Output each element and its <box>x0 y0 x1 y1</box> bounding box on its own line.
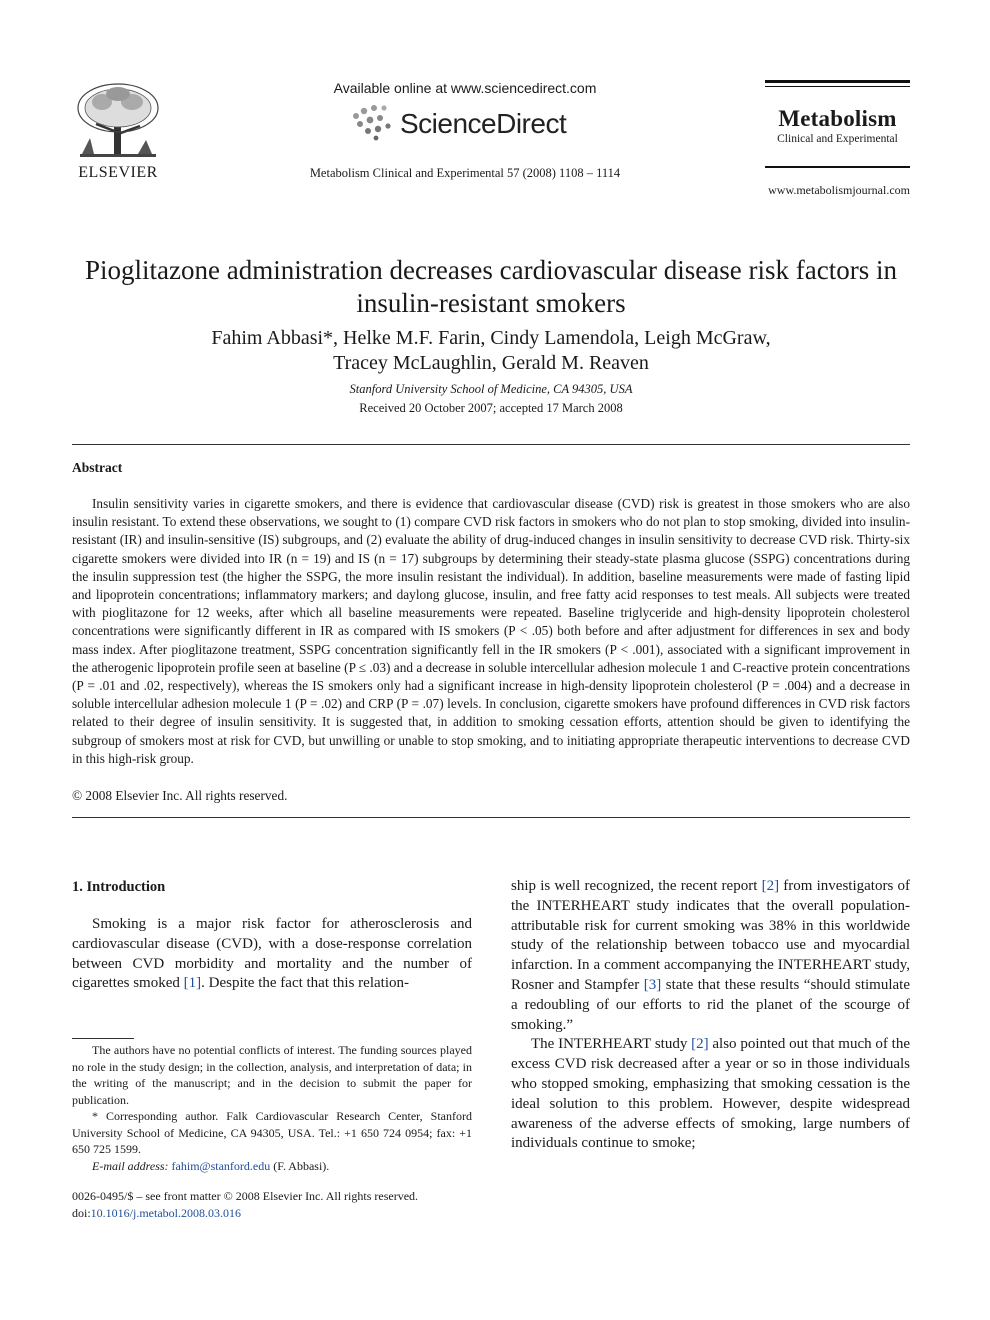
footnote-corresponding: * Corresponding author. Falk Cardiovascular Research Center, Stanford University School of Medicine, CA 94305, USA. Tel.: +1 650 724 0954; fax: +1 650 725 1599. <box>72 1109 472 1157</box>
affiliation: Stanford University School of Medicine, CA 94305, USA <box>349 382 633 396</box>
abstract-rule-bottom <box>72 817 910 818</box>
intro-text: from investigators of the INTERHEART study indicates that the overall population-attributable risk for current smoking was 38% in this worldwide study of the relationship between tobacco use and myocardial infarction. In a comment accompanying the INTERHEART study, Rosner and Stampfer <box>511 878 910 993</box>
doi-link[interactable]: 10.1016/j.metabol.2008.03.016 <box>90 1206 241 1220</box>
article-title: Pioglitazone administration decreases cardiovascular disease risk factors in insulin-resistant smokers <box>85 255 897 318</box>
email-link[interactable]: fahim@stanford.edu <box>171 1159 271 1173</box>
intro-paragraph-1-start <box>72 915 472 994</box>
right-column <box>511 877 910 1154</box>
doi-line <box>72 1205 492 1222</box>
journal-citation: Metabolism Clinical and Experimental 57 (2008) 1108 – 1114 <box>309 166 621 180</box>
journal-rule-top-thin <box>765 86 910 87</box>
abstract-heading: Abstract <box>72 460 123 475</box>
intro-paragraph-2 <box>511 1035 910 1154</box>
email-after: (F. Abbasi). <box>270 1159 330 1173</box>
intro-text: . Despite the fact that this relation- <box>201 975 409 992</box>
received-dates: Received 20 October 2007; accepted 17 March 2008 <box>359 401 623 415</box>
intro-text: state that these results “should stimulate a redoubling of our efforts to rid the planet of the scourge of smoking.” <box>511 976 910 1033</box>
email-label: E-mail address: <box>92 1159 172 1173</box>
footnote-rule <box>72 1038 134 1039</box>
intro-text: ship is well recognized, the recent report <box>511 878 762 894</box>
journal-title: Metabolism <box>778 106 897 131</box>
citation-link-1[interactable]: [1] <box>183 975 202 992</box>
abstract-copyright: © 2008 Elsevier Inc. All rights reserved. <box>72 788 288 803</box>
doi-label: doi: <box>72 1206 91 1220</box>
journal-url-link[interactable]: www.metabolismjournal.com <box>768 183 910 197</box>
citation-link-2b[interactable]: [2] <box>691 1036 709 1053</box>
publisher-name: ELSEVIER <box>78 164 158 181</box>
issn-doi-block <box>72 1188 492 1222</box>
authors-line-2: Tracey McLaughlin, Gerald M. Reaven <box>333 352 649 374</box>
section-heading-introduction: 1. Introduction <box>72 879 166 895</box>
citation-link-3[interactable]: [3] <box>643 976 662 993</box>
intro-paragraph-1-continued <box>511 877 910 1035</box>
intro-text: The INTERHEART study <box>531 1036 692 1053</box>
citation-link-2[interactable]: [2] <box>761 878 780 894</box>
available-online-text[interactable]: Available online at www.sciencedirect.com <box>333 80 597 96</box>
author-list <box>72 326 910 376</box>
abstract-rule-top <box>72 444 910 445</box>
journal-rule-bottom <box>765 166 910 168</box>
sciencedirect-wordmark: ScienceDirect <box>400 108 567 139</box>
authors-line-1: Fahim Abbasi*, Helke M.F. Farin, Cindy Lamendola, Leigh McGraw, <box>211 327 771 349</box>
journal-rule-top <box>765 80 910 83</box>
issn-line: 0026-0495/$ – see front matter © 2008 Elsevier Inc. All rights reserved. <box>72 1189 419 1203</box>
footnote-conflict: The authors have no potential conflicts of interest. The funding sources played no role in the study design; in the collection, analysis, and interpretation of data; in the writing of the manuscript; and in the decision to submit the paper for publication. <box>72 1043 472 1107</box>
intro-text: Smoking is a major risk factor for atherosclerosis and cardiovascular disease (CVD), with a dose-response correlation between CVD morbidity and mortality and the number of cigarettes smoked <box>72 916 472 992</box>
intro-text: also pointed out that much of the excess CVD risk decreased after a year or so in those individuals who stopped smoking, emphasizing that smoking cessation is the ideal solution to this problem. However, despite widespread awareness of the adverse effects of smoking, large numbers of individuals continue to smoke; <box>511 1036 910 1152</box>
left-column <box>72 877 472 994</box>
abstract-body: Insulin sensitivity varies in cigarette smokers, and there is evidence that cardiovascular disease (CVD) risk is greatest in those smokers who are also insulin resistant. To extend these observations, we sought to (1) compare CVD risk factors in smokers who do not plan to stop smoking, divided into insulin-resistant (IR) and insulin-sensitive (IS) subgroups, and (2) evaluate the ability of drug-induced changes in insulin sensitivity to decrease CVD risk. Thirty-six cigarette smokers were divided into IR (n = 19) and IS (n = 17) subgroups by determining their steady-state plasma glucose (SSPG) concentrations during the insulin suppression test (the higher the SSPG, the more insulin resistant the individual). In addition, baseline measurements were made of fasting lipid and lipoprotein concentrations; inflammatory markers; and daylong glucose, insulin, and free fatty acid responses to test meals. All subjects were treated with pioglitazone for 12 weeks, after which all baseline measurements were repeated. Baseline triglyceride and high-density lipoprotein cholesterol concentrations were significantly different in IR as compared with IS smokers (P < .05) both before and after adjustment for differences in sex and body mass index. After pioglitazone treatment, SSPG concentration significantly fell in the IR smokers (P < .001), associated with a significant improvement in the atherogenic lipoprotein profile seen at baseline (P ≤ .03) and a decrease in soluble intercellular adhesion molecule 1 and C-reactive protein concentrations (P = .01 and .02, respectively), whereas the IS smokers only had a significant increase in high-density lipoprotein cholesterol (P = .004) and a decrease in soluble intercellular adhesion molecule 1 (P = .02) and CRP (P = .07) levels. In conclusion, cigarette smokers have profound differences in CVD risk factors related to their degree of insulin sensitivity. It is suggested that, in addition to smoking cessation efforts, attention should be given to identifying the subgroup of smokers most at risk for CVD, but unwilling or unable to stop smoking, and to initiating appropriate therapeutic interventions to decrease CVD in this high-risk group. <box>72 496 910 766</box>
journal-subtitle: Clinical and Experimental <box>777 133 898 145</box>
footnote-email <box>72 1158 472 1175</box>
